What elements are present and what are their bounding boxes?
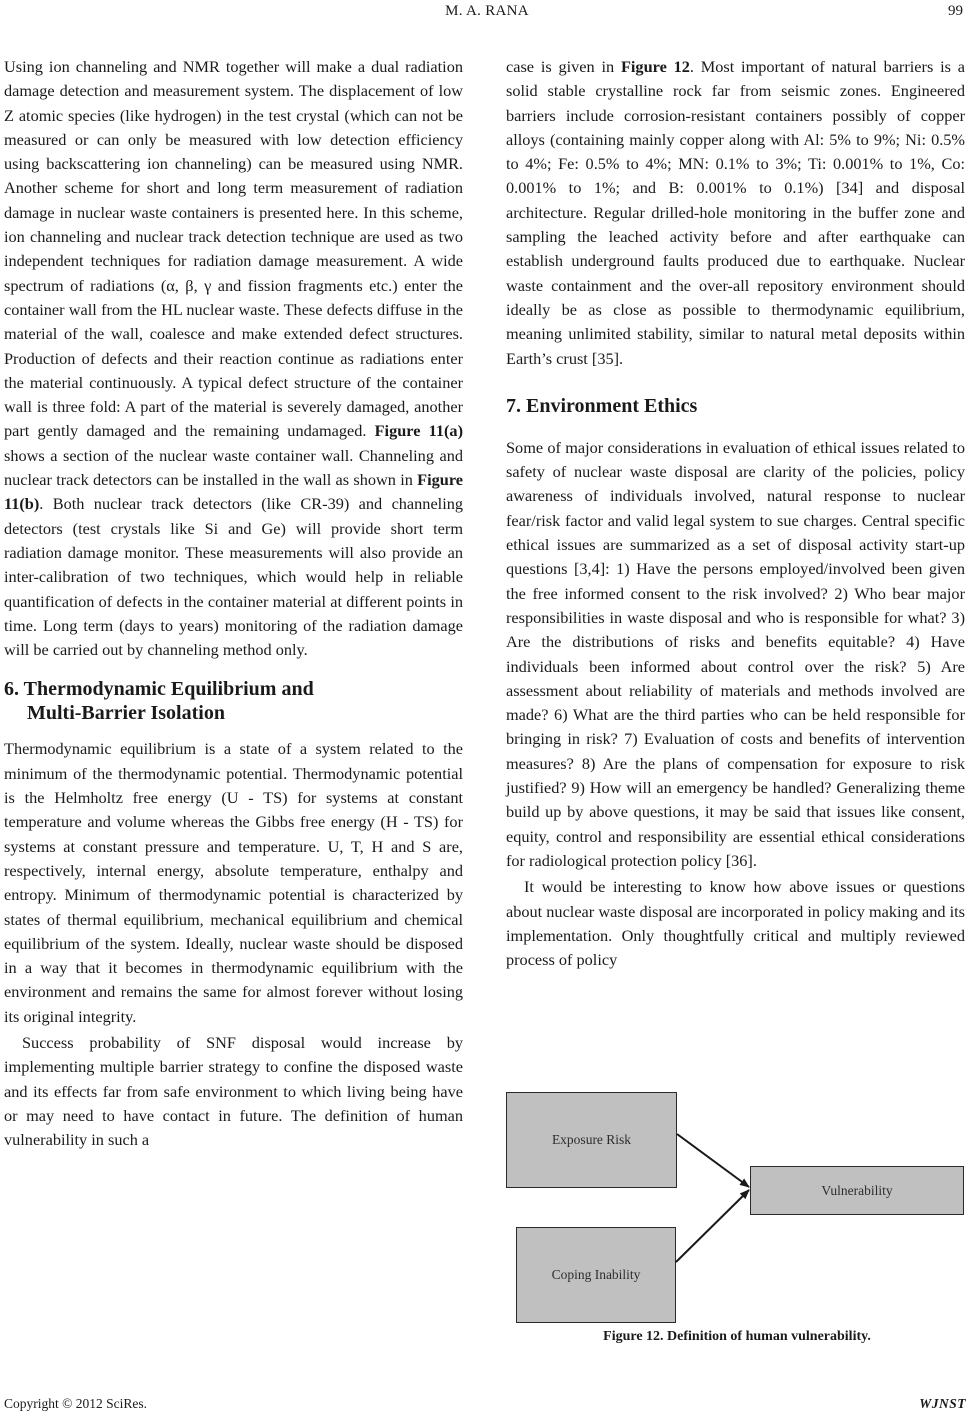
paragraph-multibarrier: Success probability of SNF disposal would increase by implementing multiple barrier strategy to confine the disposed waste and its effects far from safe environment to which living being have or may need to have contact in future. The definition of human vulnerability in such a (4, 1032, 463, 1150)
figure-12-diagram (506, 1092, 968, 1357)
figure-11b-reference[interactable]: Figure 11(b) (4, 470, 463, 514)
page-header (0, 3, 974, 21)
paragraph-barriers: case is given in Figure 12. Most important of natural barriers is a solid stable crystalline rock far from seismic zones. Engineered barriers include corrosion-resistant containers possibly of copper alloys (containing mainly copper along with Al: 5% to 9%; Ni: 0.5% to 4%; Fe: 0.5% to 4%; MN: 0.1% to 3%; Ti: 0.001% to 1%, Co: 0.001% to 1%; and B: 0.001% to 0.1%) [34] and disposal architecture. Regular drilled-hole monitoring in the buffer zone and sampling the leached activity before and after earthquake can establish underground faults produced due to earthquake. Nuclear waste containment and the over-all repository environment should ideally be as close as possible to thermodynamic equilibrium, meaning unlimited stability, similar to natural metal deposits within Earth’s crust [35]. (506, 57, 965, 368)
left-column (4, 55, 463, 1152)
paragraph-ethics: Some of major considerations in evaluation of ethical issues related to safety of nuclear waste disposal are clarity of the policies, policy awareness of individuals involved, natural response to nuclear fear/risk factor and valid legal system to sue charges. Central specific ethical issues are summarized as a set of disposal activity start-up questions [3,4]: 1) Have the persons employed/involved been given the free informed consent to the risk involved? 2) Who bear major responsibilities in waste disposal and who is responsible for what? 3) Are the distributions of risks and benefits equitable? 4) Have individuals been informed about control over the risk? 5) Are assessment about reliability of materials and methods involved are made? 6) What are the third parties who can be held responsible for bringing in risk? 7) Evaluation of costs and benefits of intervention measures? 8) Are the plans of compensation for exposure to risk justified? 9) How will an emergency be handled? Generalizing theme build up by above questions, it may be said that issues like consent, equity, control and responsibility are essential ethical considerations for radiological protection policy [36]. (506, 437, 965, 870)
arrow-coping-to-vulnerability (676, 1190, 749, 1262)
figure-12-reference[interactable]: Figure 12 (620, 57, 690, 76)
right-column (506, 55, 965, 972)
journal-name: WJNST (919, 1396, 966, 1411)
coping-inability-box: Coping Inability (516, 1227, 676, 1323)
paragraph-channeling: Using ion channeling and NMR together will make a dual radiation damage detection and measurement system. The displacement of low Z atomic species (like hydrogen) in the test crystal (which can not be measured or can only be measured with low detection efficiency using backscattering ion channeling) can be measured using NMR. Another scheme for short and long term measurement of radiation damage in nuclear waste containers is presented here. In this scheme, ion channeling and nuclear track detection technique are used as two independent techniques for radiation damage measurement. A wide spectrum of radiations (α, β, γ and fission fragments etc.) enter the container wall from the HL nuclear waste. These defects diffuse in the material of the wall, coalesce and make extended defect structures. Production of defects and their reaction continue as radiations enter the material continuously. A typical defect structure of the container wall is three fold: A part of the material is severely damaged, another part gently damaged and the remaining undamaged. Figure 11(a) shows a section of the nuclear waste container wall. Channeling and nuclear track detectors can be installed in the wall as shown in Figure 11(b). Both nuclear track detectors (like CR-39) and channeling detectors (test crystals like Si and Ge) will provide short term radiation damage monitor. These measurements will also provide an inter-calibration of two techniques, which would help in reliable quantification of defects in the container material at different points in time. Long term (days to years) monitoring of the radiation damage will be carried out by channeling method only. (4, 57, 463, 660)
figure-11a-reference[interactable]: Figure 11(a) (374, 421, 463, 441)
section-6-heading: 6. Thermodynamic Equilibrium and Multi-Barrier Isolation (4, 678, 314, 725)
page-number: 99 (948, 3, 963, 19)
figure-12-arrows (506, 1092, 968, 1357)
running-head: M. A. RANA (445, 3, 529, 19)
exposure-risk-box: Exposure Risk (506, 1092, 677, 1188)
section-7-heading: 7. Environment Ethics (506, 394, 698, 417)
vulnerability-box: Vulnerability (750, 1166, 964, 1215)
arrow-exposure-to-vulnerability (677, 1134, 749, 1187)
figure-12-caption: Figure 12. Definition of human vulnerability. (603, 1329, 871, 1344)
copyright-notice: Copyright © 2012 SciRes. (4, 1396, 148, 1411)
paragraph-policy: It would be interesting to know how above issues or questions about nuclear waste disposal are incorporated in policy making and its implementation. Only thoughtfully critical and multiply reviewed process of policy (506, 877, 965, 970)
paragraph-thermodynamic: Thermodynamic equilibrium is a state of a system related to the minimum of the thermodynamic potential. Thermodynamic potential is the Helmholtz free energy (U - TS) for systems at constant temperature and volume whereas the Gibbs free energy (H - TS) for systems at constant pressure and temperature. U, T, H and S are, respectively, internal energy, absolute temperature, enthalpy and entropy. Minimum of thermodynamic potential is characterized by states of thermal equilibrium, mechanical equilibrium and chemical equilibrium of the system. Ideally, nuclear waste should be disposed in a way that it becomes in thermodynamic equilibrium with the environment and remains the same for almost forever without losing its original integrity. (4, 739, 463, 1026)
